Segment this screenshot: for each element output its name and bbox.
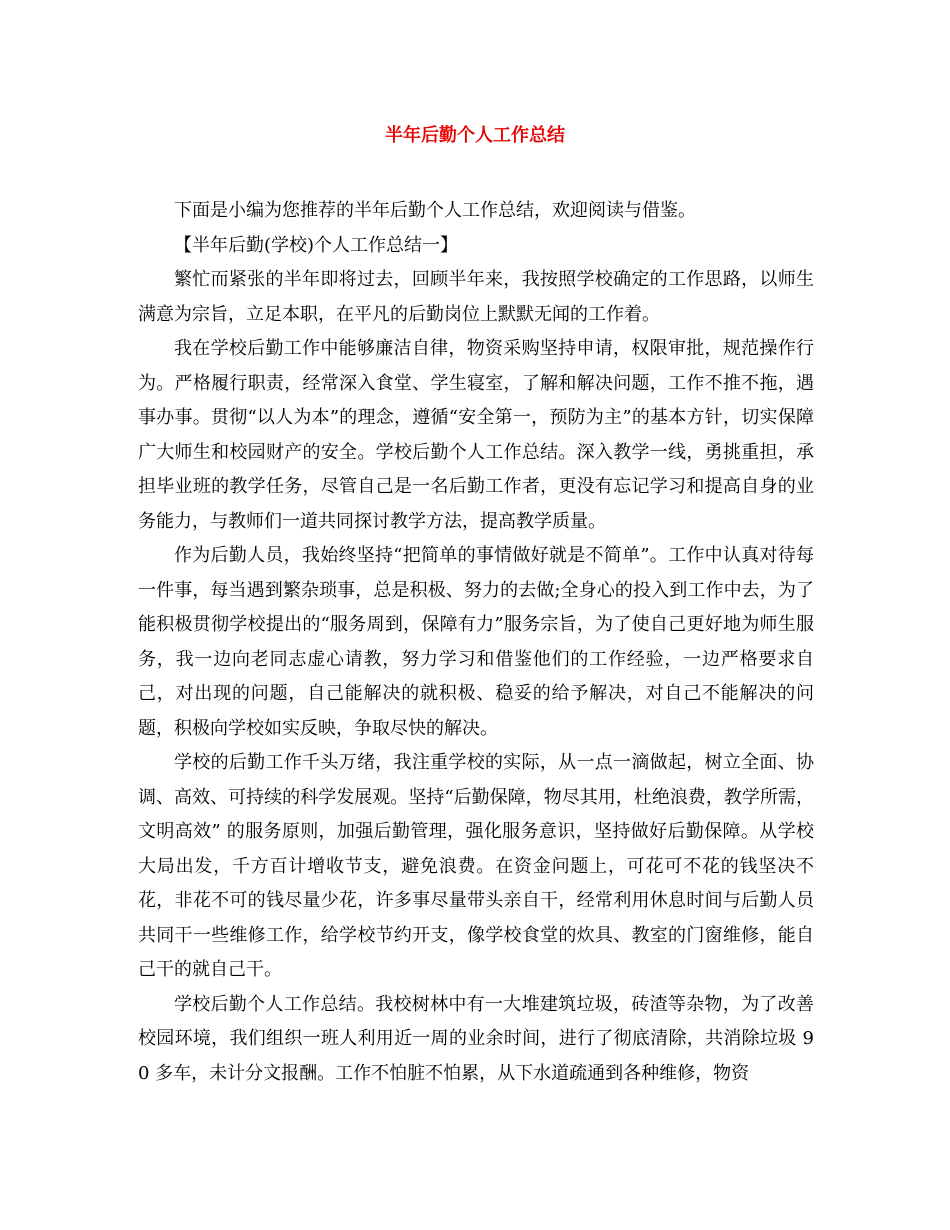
paragraph: 学校的后勤工作千头万绪，我注重学校的实际，从一点一滴做起，树立全面、协调、高效、可持续的科学发展观。坚持“后勤保障，物尽其用，杜绝浪费，教学所需，文明高效” 的服务原则，加强后勤管理，强化服务意识，坚持做好后勤保障。从学校大局出发，千方百计增收节支，避免浪费。在资金问题上，可花可不花的钱坚决不花，非花不可的钱尽量少花，许多事尽量带头亲自干，经常利用休息时间与后勤人员共同干一些维修工作，给学校节约开支，像学校食堂的炊具、教室的门窗维修，能自己干的就自己干。 — [138, 752, 814, 980]
document-body — [138, 194, 814, 1091]
paragraph: 学校后勤个人工作总结。我校树林中有一大堆建筑垃圾，砖渣等杂物，为了改善校园环境，我们组织一班人利用近一周的业余时间，进行了彻底清除，共消除垃圾 90 多车，未计分文报酬。工作不怕脏不怕累，从下水道疏通到各种维修，物资 — [138, 993, 814, 1084]
paragraph: 作为后勤人员，我始终坚持“把简单的事情做好就是不简单”。工作中认真对待每一件事，每当遇到繁杂琐事，总是积极、努力的去做;全身心的投入到工作中去，为了能积极贯彻学校提出的“服务周到，保障有力”服务宗旨，为了使自己更好地为师生服务，我一边向老同志虚心请教，努力学习和借鉴他们的工作经验，一边严格要求自己，对出现的问题，自己能解决的就积极、稳妥的给予解决，对自己不能解决的问题，积极向学校如实反映，争取尽快的解决。 — [138, 545, 814, 739]
paragraph-section-heading: 【半年后勤(学校)个人工作总结一】 — [174, 234, 459, 256]
paragraph: 我在学校后勤工作中能够廉洁自律，物资采购坚持申请，权限审批，规范操作行为。严格履行职责，经常深入食堂、学生寝室，了解和解决问题，工作不推不拖，遇事办事。贯彻“以人为本”的理念，遵循“安全第一，预防为主”的基本方针，切实保障广大师生和校园财产的安全。学校后勤个人工作总结。深入教学一线，勇挑重担，承担毕业班的教学任务，尽管自己是一名后勤工作者，更没有忘记学习和提高自身的业务能力，与教师们一道共同探讨教学方法，提高教学质量。 — [138, 338, 814, 532]
paragraph: 繁忙而紧张的半年即将过去，回顾半年来，我按照学校确定的工作思路，以师生满意为宗旨，立足本职，在平凡的后勤岗位上默默无闻的工作着。 — [138, 269, 814, 325]
document-title: 半年后勤个人工作总结 — [385, 125, 565, 146]
paragraph-intro: 下面是小编为您推荐的半年后勤个人工作总结，欢迎阅读与借鉴。 — [174, 200, 696, 221]
